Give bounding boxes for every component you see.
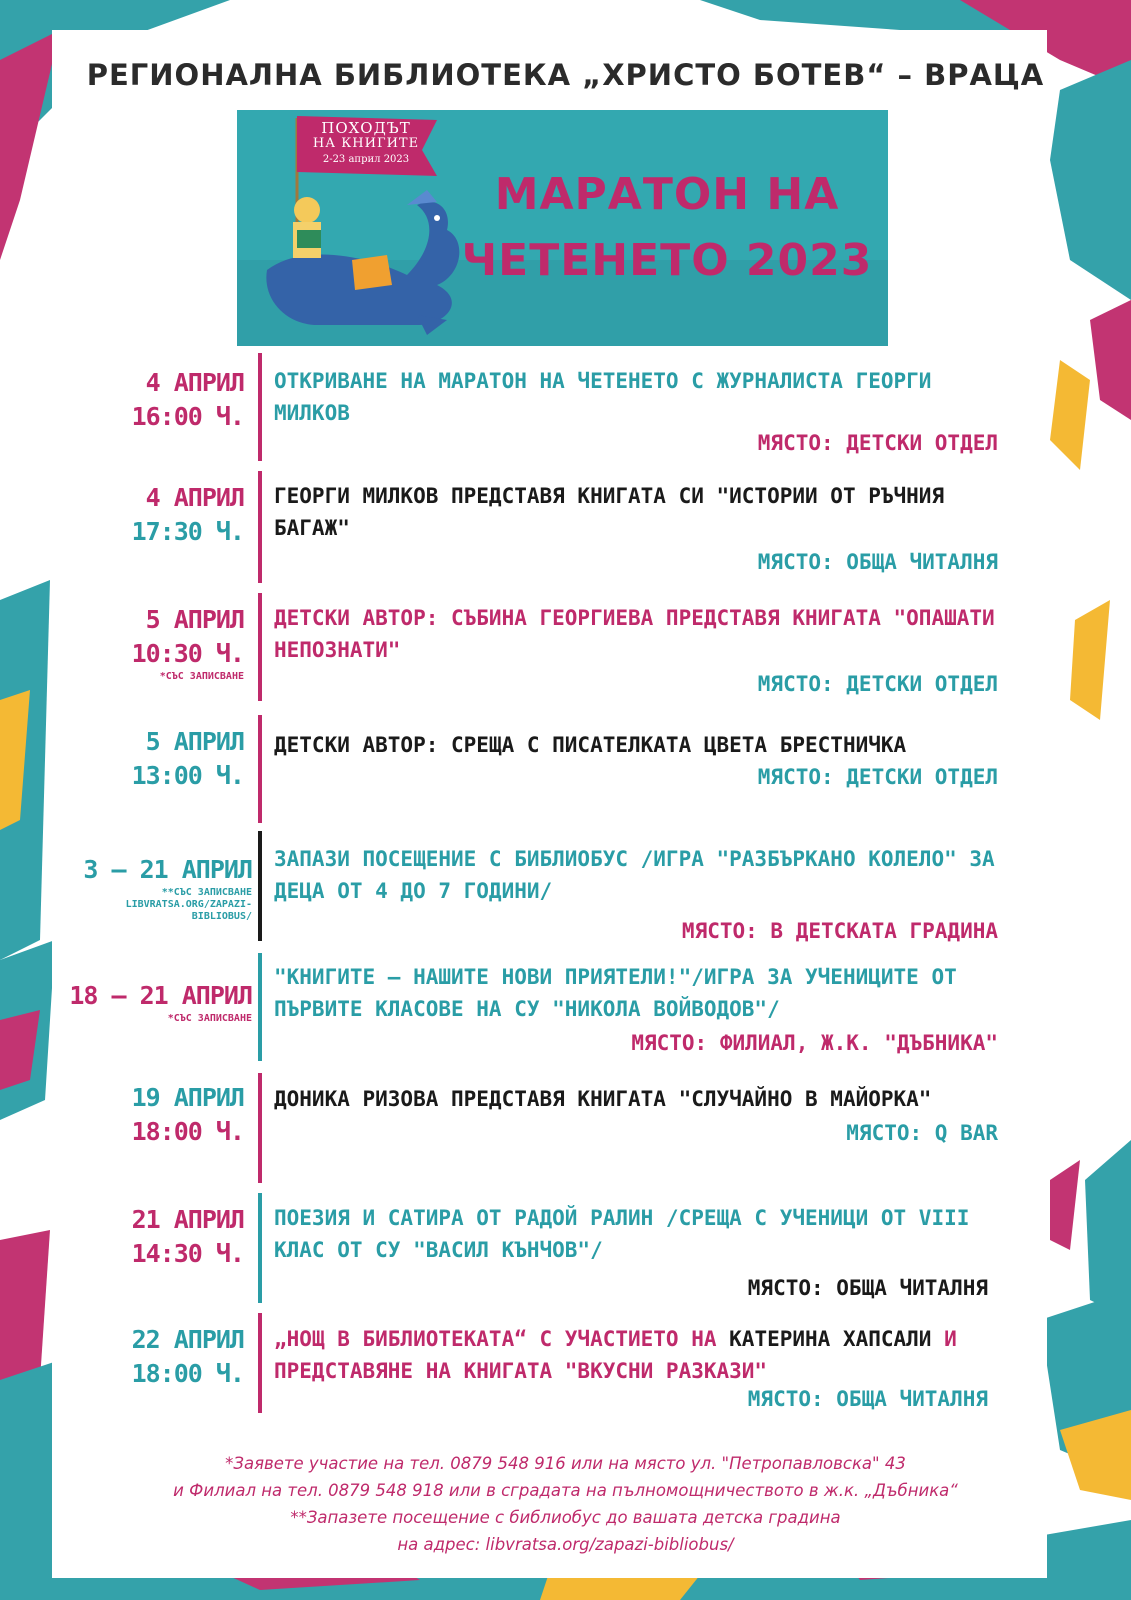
event-place: МЯСТО: ФИЛИАЛ, Ж.К. "ДЪБНИКА" [631, 1031, 998, 1055]
event-item [60, 471, 1020, 583]
event-place: МЯСТО: ОБЩА ЧИТАЛНЯ [757, 550, 998, 574]
footer-notes [0, 1450, 1131, 1558]
event-time: 18:00 Ч. [131, 1117, 244, 1146]
event-registration-note: *СЪС ЗАПИСВАНЕ [167, 1013, 252, 1024]
event-item [60, 593, 1020, 701]
event-date: 5 АПРИЛ [145, 727, 244, 756]
event-date: 19 АПРИЛ [131, 1083, 244, 1112]
event-item [60, 715, 1020, 823]
event-item [60, 831, 1020, 941]
footer-line-4[interactable]: на адрес: libvratsa.org/zapazi-bibliobus/ [397, 1535, 734, 1554]
event-title: ДОНИКА РИЗОВА ПРЕДСТАВЯ КНИГАТА "СЛУЧАЙНО В МАЙОРКА" [274, 1087, 932, 1111]
event-registration-note: **СЪС ЗАПИСВАНЕ LIBVRATSA.ORG/ZAPAZI-BIBLIOBUS/ [125, 887, 252, 922]
event-item [60, 1193, 1020, 1303]
flag-line-2: НА КНИГИТЕ [312, 136, 420, 151]
event-title: ПОЕЗИЯ И САТИРА ОТ РАДОЙ РАЛИН /СРЕЩА С УЧЕНИЦИ ОТ VIII КЛАС ОТ СУ "ВАСИЛ КЪНЧОВ"/ [274, 1206, 970, 1262]
marathon-banner [237, 110, 888, 346]
event-time: 14:30 Ч. [131, 1239, 244, 1268]
event-item [60, 1313, 1020, 1413]
event-time: 17:30 Ч. [131, 517, 244, 546]
footer-line-2: и Филиал на тел. 0879 548 918 или в сградата на пълномощничеството в ж.к. „Дъбника“ [173, 1481, 958, 1500]
event-title: ДЕТСКИ АВТОР: СЪБИНА ГЕОРГИЕВА ПРЕДСТАВЯ КНИГАТА "ОПАШАТИ НЕПОЗНАТИ" [274, 606, 995, 662]
event-date: 22 АПРИЛ [131, 1325, 244, 1354]
event-title: ГЕОРГИ МИЛКОВ ПРЕДСТАВЯ КНИГАТА СИ "ИСТОРИИ ОТ РЪЧНИЯ БАГАЖ" [274, 484, 945, 540]
event-place: МЯСТО: ДЕТСКИ ОТДЕЛ [757, 672, 998, 696]
event-title-part: „НОЩ В БИБЛИОТЕКАТА“ С УЧАСТИЕТО НА [274, 1327, 730, 1351]
event-time: 10:30 Ч. [131, 639, 244, 668]
event-date: 4 АПРИЛ [145, 483, 244, 512]
event-list [60, 353, 1020, 1413]
event-date: 18 – 21 АПРИЛ [69, 981, 252, 1010]
event-place: МЯСТО: ДЕТСКИ ОТДЕЛ [757, 765, 998, 789]
event-place: МЯСТО: ОБЩА ЧИТАЛНЯ [747, 1387, 988, 1411]
event-item [60, 1073, 1020, 1183]
event-item [60, 353, 1020, 461]
event-time: 16:00 Ч. [131, 402, 244, 431]
open-book-icon [352, 255, 392, 290]
event-title-part: И ПРЕДСТАВЯНЕ НА КНИГАТА "ВКУСНИ РАЗКАЗИ" [274, 1327, 957, 1383]
event-title: ЗАПАЗИ ПОСЕЩЕНИЕ С БИБЛИОБУС /ИГРА "РАЗБЪРКАНО КОЛЕЛО" ЗА ДЕЦА ОТ 4 ДО 7 ГОДИНИ/ [274, 847, 995, 903]
event-place: МЯСТО: ОБЩА ЧИТАЛНЯ [747, 1276, 988, 1300]
banner-title-line-2: ЧЕТЕНЕТО 2023 [461, 235, 873, 286]
flag-line-1: ПОХОДЪТ [321, 119, 411, 137]
footer-line-1: *Заявете участие на тел. 0879 548 916 или на място ул. "Петропавловска" 43 [225, 1454, 906, 1473]
banner-title [452, 162, 882, 294]
event-title: ДЕТСКИ АВТОР: СРЕЩА С ПИСАТЕЛКАТА ЦВЕТА БРЕСТНИЧКА [274, 733, 907, 757]
book-icon [297, 230, 321, 248]
event-place: МЯСТО: ДЕТСКИ ОТДЕЛ [757, 431, 998, 455]
event-title-guest: КАТЕРИНА ХАПСАЛИ [729, 1327, 932, 1351]
event-date: 3 – 21 АПРИЛ [83, 855, 252, 884]
event-date: 5 АПРИЛ [145, 605, 244, 634]
event-item [60, 953, 1020, 1061]
event-registration-note: *СЪС ЗАПИСВАНЕ [159, 671, 244, 682]
event-date: 4 АПРИЛ [145, 368, 244, 397]
flag-dates: 2-23 април 2023 [322, 154, 410, 165]
event-title: ОТКРИВАНЕ НА МАРАТОН НА ЧЕТЕНЕТО С ЖУРНАЛИСТА ГЕОРГИ МИЛКОВ [274, 369, 932, 425]
page-title: РЕГИОНАЛНА БИБЛИОТЕКА „ХРИСТО БОТЕВ“ – ВРАЦА [86, 58, 1045, 92]
banner-title-line-1: МАРАТОН НА [494, 169, 840, 220]
event-title: "КНИГИТЕ – НАШИТЕ НОВИ ПРИЯТЕЛИ!"/ИГРА ЗА УЧЕНИЦИТЕ ОТ ПЪРВИТЕ КЛАСОВЕ НА СУ "НИКОЛА ВОЙВОДОВ"/ [274, 965, 957, 1021]
event-place: МЯСТО: В ДЕТСКАТА ГРАДИНА [681, 919, 998, 943]
event-date: 21 АПРИЛ [131, 1205, 244, 1234]
footer-line-3: **Запазете посещение с библиобус до вашата детска градина [290, 1508, 841, 1527]
event-time: 13:00 Ч. [131, 761, 244, 790]
event-title [274, 1323, 998, 1387]
event-time: 18:00 Ч. [131, 1359, 244, 1388]
event-place: МЯСТО: Q BAR [846, 1121, 998, 1145]
child-figure [294, 197, 320, 223]
